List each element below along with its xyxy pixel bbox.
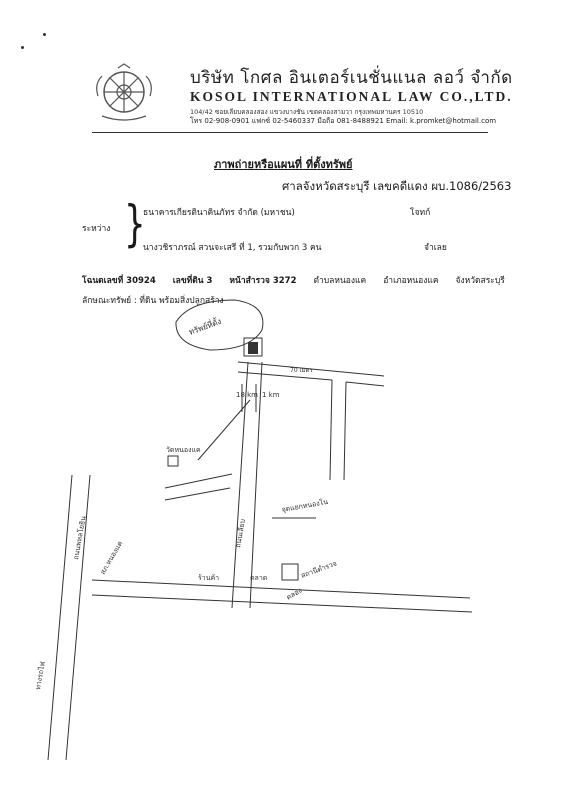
label-dist1: 18 km xyxy=(236,391,259,399)
survey-page: หน้าสำรวจ 3272 xyxy=(229,276,297,286)
company-name-thai: บริษัท โกศล อินเตอร์เนชั่นแนล ลอว์ จำกัด xyxy=(190,68,513,88)
store-box xyxy=(282,564,298,580)
deed-number: โฉนดเลขที่ 30924 xyxy=(82,276,156,286)
scan-speck xyxy=(43,33,46,36)
label-station: สถานีตำรวจ xyxy=(299,559,338,580)
defendant-name: นางวชิราภรณ์ สวนจะเสรี ที่ 1, รวมกับพวก 3 คน xyxy=(143,243,322,253)
label-railway: ทางรถไฟ xyxy=(34,660,47,691)
district: อำเภอหนองแค xyxy=(383,276,439,286)
defendant-role: จำเลย xyxy=(424,243,447,253)
label-road-top: 70 เมตร xyxy=(290,367,313,374)
label-junction: จุดแยกหนองโน xyxy=(280,497,329,514)
company-name-english: KOSOL INTERNATIONAL LAW CO.,LTD. xyxy=(190,89,513,104)
subdistrict: ตำบลหนองแค xyxy=(313,276,367,286)
soi-road xyxy=(165,474,232,500)
temple-box xyxy=(168,456,178,466)
province: จังหวัดสระบุรี xyxy=(455,276,505,286)
label-store: ร้านค้า xyxy=(198,574,220,582)
bottom-road-lower xyxy=(92,595,472,612)
label-school: สภ.หนองแค xyxy=(98,539,125,576)
label-dist2: 1 km xyxy=(262,391,280,399)
land-number: เลขที่ดิน 3 xyxy=(172,276,213,286)
company-contact: โทร 02-908-0901 แฟกซ์ 02-5460337 มือถือ 081-8488921 Email: k.promket@hotmail.com xyxy=(190,117,497,125)
label-market: ตลาด xyxy=(250,574,268,582)
target-marker xyxy=(248,342,258,354)
bottom-road-upper xyxy=(92,580,470,598)
label-target: ทรัพย์ที่ตั้ง xyxy=(187,316,223,337)
label-canal: คลอง xyxy=(285,586,304,602)
label-temple: วัดหนองแค xyxy=(166,446,201,454)
court-case-number: ศาลจังหวัดสระบุรี เลขคดีแดง ผบ.1086/2563 xyxy=(282,179,512,193)
between-label: ระหว่าง xyxy=(82,224,111,234)
asset-description: ลักษณะทรัพย์ : ที่ดิน พร้อมสิ่งปลูกสร้าง xyxy=(82,296,224,306)
document-title: ภาพถ่ายหรือแผนที่ ที่ตั้งทรัพย์ xyxy=(214,158,353,171)
plaintiff-role: โจทก์ xyxy=(410,208,431,218)
company-address: 104/42 ซอยเลียบคลองสอง แขวงบางชัน เขตคลองสามวา กรุงเทพมหานคร 10510 xyxy=(190,108,424,116)
plaintiff-name: ธนาคารเกียรตินาคินภัทร จำกัด (มหาชน) xyxy=(143,208,295,218)
scan-speck xyxy=(21,46,24,49)
label-road-side: ถนนเลียบ xyxy=(234,518,248,549)
right-road xyxy=(330,380,346,480)
label-highway: ถนนพหลโยธิน xyxy=(72,515,88,561)
party-brace: } xyxy=(124,195,146,254)
